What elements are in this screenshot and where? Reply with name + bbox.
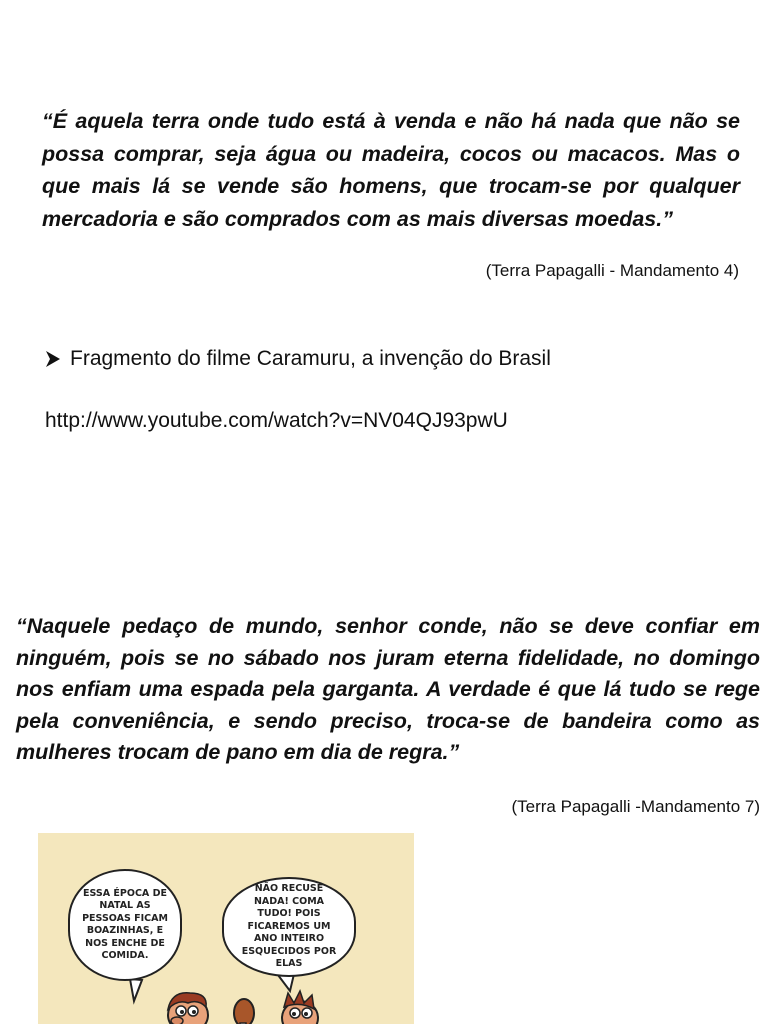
fragment-bullet-item — [45, 347, 551, 371]
arrow-bullet-icon — [45, 350, 61, 368]
christmas-cartoon — [38, 833, 414, 1024]
left-character — [168, 993, 208, 1024]
drumstick — [234, 999, 254, 1024]
fragment-text: Fragmento do filme Caramuru, a invenção do Brasil — [70, 347, 551, 370]
speech-bubble-right — [222, 877, 356, 977]
citation-mandamento-4: (Terra Papagalli - Mandamento 4) — [485, 261, 739, 280]
quote-mandamento-4: “É aquela terra onde tudo está à venda e não há nada que não se possa comprar, seja água ou madeira, cocos ou macacos. Mas o que mais lá se vende são homens, que trocam-se por qualquer mercadoria e são comprados com as mais diversas moedas.” — [42, 109, 740, 231]
speech-bubble-left-text: ESSA ÉPOCA DE NATAL AS PESSOAS FICAM BOAZINHAS, E NOS ENCHE DE COMIDA. — [82, 887, 168, 961]
youtube-link[interactable]: http://www.youtube.com/watch?v=NV04QJ93pwU — [45, 409, 508, 432]
right-character — [282, 991, 318, 1024]
speech-bubble-left — [68, 869, 182, 981]
citation-mandamento-7: (Terra Papagalli -Mandamento 7) — [511, 797, 760, 816]
quote-mandamento-7: “Naquele pedaço de mundo, senhor conde, não se deve confiar em ninguém, pois se no sábado nos juram eterna fidelidade, no domingo nos enfiam uma espada pela garganta. A verdade é que lá tudo se rege pela conveniência, e sendo preciso, troca-se de bandeira como as mulheres trocam de pano em dia de regra.” — [16, 614, 760, 764]
speech-bubble-right-text: NÃO RECUSE NADA! COMA TUDO! POIS FICAREMOS UM ANO INTEIRO ESQUECIDOS POR ELAS — [241, 883, 337, 970]
